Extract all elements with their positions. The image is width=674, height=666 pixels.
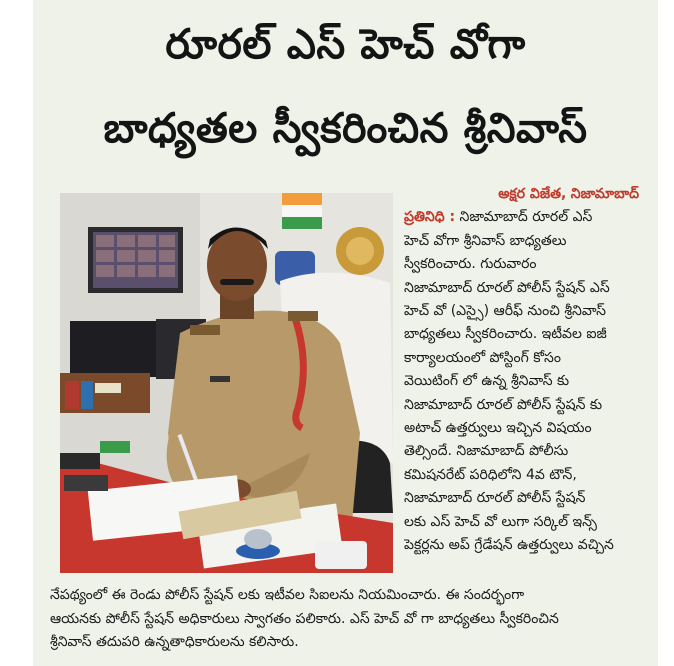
- article-full-width: [50, 584, 640, 655]
- article-line: కమిషనరేట్ పరిధిలోని 4వ టౌన్,: [404, 466, 577, 483]
- headline-line-2: బాధ్యతల స్వీకరించిన శ్రీనివాస్: [103, 104, 588, 152]
- article-line: శ్రీనివాస్ తదుపరి ఉన్నతాధికారులను కలిసారు.: [50, 634, 299, 650]
- article-line: వెయిటింగ్ లో ఉన్న శ్రీనివాస్ కు: [404, 373, 570, 390]
- article-line: [404, 206, 639, 229]
- article-line: స్వీకరించారు. గురువారం: [404, 256, 537, 273]
- article-line: లకు ఎస్ హెచ్ వో లుగా సర్కిల్ ఇన్స్: [404, 513, 597, 530]
- article-line: హెచ్ వో (ఎస్సై) ఆరీఫ్ నుంచి శ్రీనివాస్: [404, 303, 606, 320]
- article-line: అటాచ్ ఉత్తర్వులు ఇచ్చిన విషయం: [404, 420, 592, 437]
- dateline: ప్రతినిధి :: [404, 209, 456, 226]
- article-line: తెల్సిందే. నిజామాబాద్ పోలీసు: [404, 443, 569, 460]
- article-line: బాధ్యతలు స్వీకరించారు. ఇటీవల ఐజీ: [404, 326, 607, 343]
- byline-reporter: అక్షర విజేత,: [498, 186, 567, 202]
- article-line: నిజామాబాద్ రూరల్ పోలీస్ స్టేషన్ కు: [404, 396, 603, 413]
- byline-line: [404, 183, 639, 206]
- article-line: హెచ్ వోగా శ్రీనివాస్ బాధ్యతలు: [404, 232, 567, 249]
- news-photo: [60, 193, 393, 573]
- article-line: నిజామాబాద్ రూరల్ పోలీస్ స్టేషన్ ఎస్: [404, 279, 610, 296]
- byline-place: నిజామాబాద్: [570, 186, 639, 202]
- headline-line-1: రూరల్ ఎస్ హెచ్ వోగా: [165, 20, 526, 68]
- article-line-text: నిజామాబాద్ రూరల్ ఎస్: [459, 209, 593, 226]
- article-line: కార్యాలయంలో పోస్టింగ్ కోసం: [404, 349, 561, 366]
- article-line: పెక్టర్లను అప్ గ్రేడేషన్ ఉత్తర్వులు వచ్చిన: [404, 537, 614, 554]
- article-column: [404, 183, 639, 558]
- article-line: నేపథ్యంలో ఈ రెండు పోలీస్ స్టేషన్ లకు ఇటీవల సిఐలను నియమించారు. ఈ సందర్భంగా: [50, 587, 525, 603]
- article-line: ఆయనకు పోలీస్ స్టేషన్ అధికారులు స్వాగతం పలికారు. ఎస్ హెచ్ వో గా బాధ్యతలు స్వీకరించిన: [50, 610, 559, 627]
- article-line: నిజామాబాద్ రూరల్ పోలీస్ స్టేషన్: [404, 490, 586, 507]
